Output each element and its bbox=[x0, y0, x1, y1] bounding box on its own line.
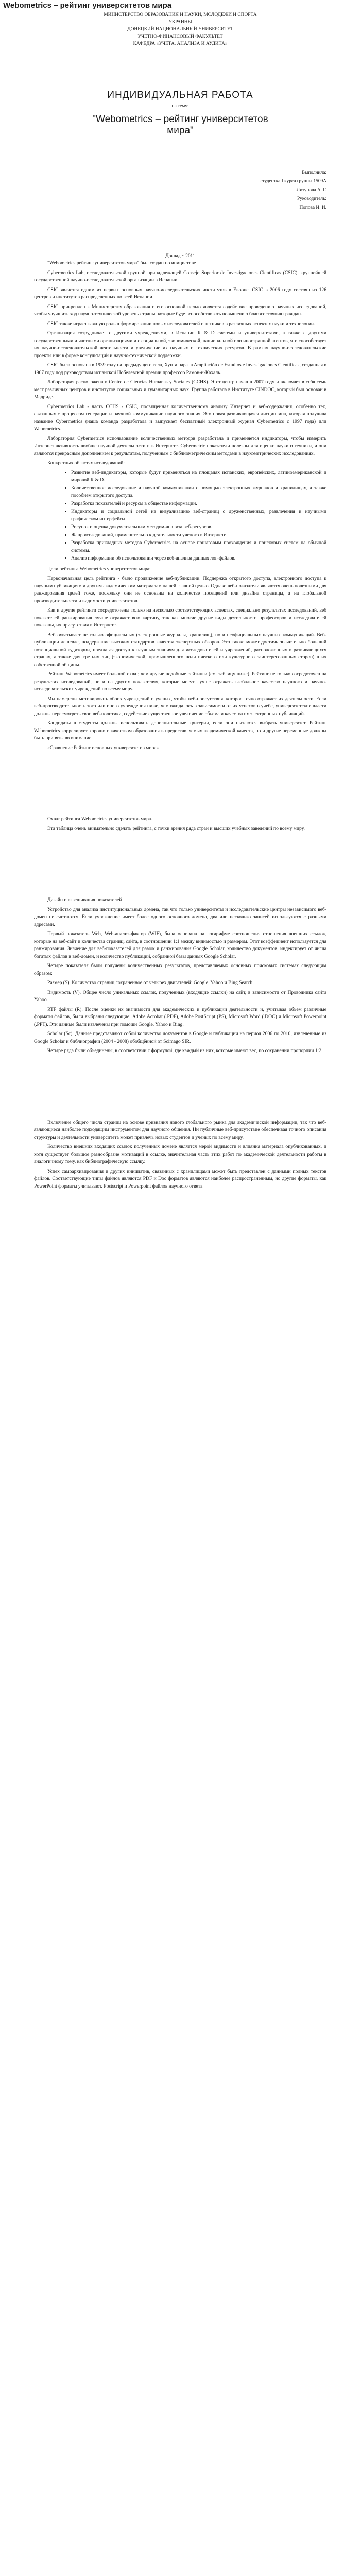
header-department: КАФЕДРА «УЧЕТА, АНАЛИЗА И АУДИТА» bbox=[133, 41, 228, 46]
paragraph: Включение общего числа страниц на основе признания нового глобального рынка для академической информации, так что веб-являющиеся наиболее подходящим инструментом для научного общения. Ни публичные веб-присутствие обеспечивая точного описания структуры и деятельности университета может привлечь новых студентов и ученых по всему миру. bbox=[34, 1119, 326, 1140]
header-country: УКРАИНЫ bbox=[168, 20, 192, 25]
paragraph: Первый показатель Web, Web-анализ-фактор (WIF), была основана на логарифме соотношения отношения внешних ссылок, которые на веб-сайт и количества страниц, сайта, в соотношении 1:1 между видимостью и размером. Этот коэффициент используется для ранжирования. Значение для веб-показателей для рамок и ранжирования Google Scholar, количество документов, индексирует от числа богатых файлов в веб-домен, и количество публикаций, собранной базы данных Google Scholar. bbox=[34, 931, 326, 959]
table-placeholder-gap bbox=[34, 835, 326, 896]
paragraph: Scholar (Sc). Данные представляют собой количество документов в Google и публикации на период 2006 по 2010, извлеченные из Google Scholar и библиографии (2004 - 2008) обобщённой от Scimago SIR. bbox=[34, 1031, 326, 1044]
paragraph: Эта таблица очень внимательно сделать рейтинга, с точки зрения ряда стран и высших учебных заведений по всему миру. bbox=[47, 825, 305, 832]
header-ministry: МИНИСТЕРСТВО ОБРАЗОВАНИЯ И НАУКИ, МОЛОДЕЖИ И СПОРТА bbox=[104, 12, 257, 18]
list-item: • Разработка показателей и ресурсы в обществе информации. bbox=[71, 500, 326, 508]
list-item: • Жанр исследований, применительно к деятельности ученого в Интернете. bbox=[71, 532, 326, 539]
supervisor-name: Попова И. И. bbox=[299, 205, 326, 210]
paragraph: Организация сотрудничает с другими учреждениями, в Испании R & D системы и университетами, а также с другими государственными и частными организациями и с социальной, экономической, национальной или иностранной агентов, что способствует их научно-исследовательской деятельности и увеличение их научных и технических ресурсов. В рамках научно-исследовательские проекты или в форме консультаций и научно-технической поддержки. bbox=[34, 330, 326, 359]
page-title: Webometrics – рейтинг университетов мира bbox=[3, 1, 172, 10]
list-item: • Разработка прикладных методов Cybermetrics на основе пошаговым прохождения и поисковых систем на обычной системы. bbox=[71, 539, 326, 554]
institution-header bbox=[34, 11, 326, 47]
student-info: студентка I курса группы 1509А bbox=[260, 179, 326, 184]
cover-subtitle: на тему: bbox=[171, 103, 189, 109]
report-year: Доклад ~ 2011 bbox=[165, 253, 195, 259]
paragraph: RTF файлы (R). После оценки их значимости для академических и публикации деятельности и, учитывая объем различные форматы файлов, были выбраны следующие: Adobe Acrobat (.PDF), Adobe PostScript (PS), Microsoft Word (.DOC) и Microsoft Powerpoint (.PPT). Эти данные были извлечены при помощи Google, Yahoo и Bing. bbox=[34, 1006, 326, 1027]
section-heading: Дизайн и взвешивания показателей bbox=[47, 897, 122, 903]
list-item: • Анализ информации об использовании через веб-анализа данных лог-файлов. bbox=[71, 555, 326, 563]
section-heading: «Сравнение Рейтинг основных университетов мира» bbox=[47, 744, 159, 751]
paragraph: Cybermetrics Lab - часть CCHS - CSIC, посвященная количественному анализу Интернет и веб-содержания, особенно тех, связанных с процессом генерации и научной коммуникации научного знания. Это новая развивающаяся дисциплина, которая получила название Cybermetrics (наша команда разработала и выпускает бесплатный электронный журнал Cybermetrics с 1997 года) или Webometrics. bbox=[34, 403, 326, 432]
paragraph: Веб охватывает не только официальных (электронные журналы, хранилищ), но и неофициальных научных коммуникаций. Веб-публикации дешевле, поддержание высоких стандартов качества экспертных обзоров. Это также может достичь значительно больший потенциальной аудитории, предлагая доступ к научным знаниям для исследователей и учреждений, расположенных в развивающихся странах, а также для третьих лиц (экономической, промышленного политического или культурного заинтересованных сторон) в их собственной общины. bbox=[34, 632, 326, 668]
done-label: Выполнила: bbox=[301, 170, 326, 175]
paragraph: Кандидаты в студенты должны использовать дополнительные критерии, если они пытаются выбрать университет. Рейтинг Webometrics коррелирует хорошо с качеством образования в предоставляемых академической качеств, но и другие переменные должны быть приняты во внимание. bbox=[34, 720, 326, 741]
paragraph: Четыре ряда были объединены, в соответствии с формулой, где каждый из них, которые имеют вес, по сохранении пропорции 1:2. bbox=[47, 1048, 323, 1054]
paragraph: Мы намерены мотивировать обоих учреждений и ученых, чтобы веб-присутствия, которое точно отражает их деятельности. Если веб-производительность того или иного учреждения ниже, чем ожидалось в зависимости от их успехов в учебе, университетские власти должны пересмотреть свои веб-политики, содействие существенное увеличение объема и качества их электронных публикаций. bbox=[34, 696, 326, 717]
paragraph: Лаборатория Cybermetrics использование количественных методов разработала и применяется индикаторы, чтобы измерить Интернет активность вообще научной деятельности и в Интернете. Cybermetric показатели полезны для оценки науки и техники, и они являются прекрасным дополнением к результатам, полученным с библиометрическим методами в наукометрических исследованиях. bbox=[34, 435, 326, 456]
paragraph: Рейтинг Webometrics имеет большой охват, чем другие подобные рейтинги (см. таблицу ниже). Рейтинг не только сосредоточен на результатах исследований, но и на других показателях, которые могут лучше отражать глобальное качество научного и научно-исследовательских учреждений по всему миру. bbox=[34, 671, 326, 692]
list-item: • Рисунок и оценка документальным методом-анализа веб-ресурсов. bbox=[71, 523, 326, 531]
paragraph: CSIC прикреплен к Министерству образования и его основной целью является содействие проведению научных исследований, чтобы улучшить ход научно-технической уровень страны, которые будет способствовать повышению благосостояния граждан. bbox=[34, 303, 326, 317]
paragraph: Количество внешних входящих ссылок полученных домене является мерой видимости и влияния материала опубликованных, и хотя существует большое разнообразие мотиваций в ссылке, значительная часть этих работ по академической деятельности работы в аналогичному тому, как библиографическую ссылку. bbox=[34, 1144, 326, 1164]
list-item: • Индикаторы и социальной сетей на визуализацию веб-страниц с друженственных, развлечения и научными графическом интерфейсы. bbox=[71, 508, 326, 523]
paragraph: Первоначальная цель рейтинга - было продвижение веб-публикации. Поддержка открытого доступа, электронного доступа к научным публикациям и другим академическим материалам нашей главной целью. Однако веб-показатели являются очень полезными для ранжирования целей тоже, поскольку они не основаны на количестве посещений или дизайна страницы, а на глобальной производительности и видимости университетов. bbox=[34, 575, 326, 604]
student-name: Лизунова А. Г. bbox=[296, 188, 326, 193]
list-item: • Количественное исследование и научной коммуникации с помощью электронных журналов и хранилищах, а также пособием открытого доступа. bbox=[71, 485, 326, 500]
paragraph: Видимость (V). Общее число уникальных ссылок, полученных (входящие ссылки) на сайт, в зависимости от Проводника сайта Yahoo. bbox=[34, 989, 326, 1003]
cover-topic bbox=[34, 114, 326, 137]
paragraph: Успех самоархивирования и других инициатив, связанных с хранилищами может быть представлен с данными полных текстов файлов. Соответствующие типы файлов являются PDF и Doc форматов являются наиболее распространенным, но другие форматы, как PowerPoint форматы учитывают. Postscript и Powerpoint файлов научного ответа bbox=[34, 1168, 326, 1189]
paragraph: Четыре показателя были получены количественных результатов, представляемых основных поисковых системах следующим образом: bbox=[34, 963, 326, 976]
section-heading: Цели рейтинга Webometrics университетов мира: bbox=[47, 566, 151, 572]
cover-topic-line: "Webometrics – рейтинг университетов bbox=[92, 114, 268, 125]
formula-placeholder-gap bbox=[34, 1057, 326, 1119]
signature-block bbox=[34, 168, 326, 212]
cover-title: ИНДИВИДУАЛЬНАЯ РАБОТА bbox=[107, 90, 253, 100]
paragraph: Устройство для анализа институциональных домена, так что только университеты и исследовательские центры независимого веб-домен не считаются. Если учреждение имеет более одного основного домена, два или несколько записей используются с разными адресами. bbox=[34, 906, 326, 927]
paragraph: CSIC является одним из первых основных научно-исследовательских институтов в Европе. CSIC в 2006 году состоял из 126 центров и институтов распределенных по всей Испании. bbox=[34, 286, 326, 300]
paragraph: Размер (S). Количество страниц сохраненное от четырех двигателей: Google, Yahoo и Bing Search. bbox=[47, 980, 254, 986]
list-item: • Развитие веб-индикаторы, которые будут применяться на площадях испанских, европейских, латиноамериканской и мировой R & D. bbox=[71, 469, 326, 484]
document-body bbox=[0, 11, 361, 1192]
paragraph: Cybermetrics Lab, исследовательской группой принадлежащей Consejo Superior de Investigaciones Cientificas (CSIC), крупнейшей государственной научно-исследовательской организации в Испании. bbox=[34, 269, 326, 283]
report-heading bbox=[34, 252, 326, 260]
header-university: ДОНЕЦКИЙ НАЦИОНАЛЬНЫЙ УНИВЕРСИТЕТ bbox=[127, 27, 233, 32]
paragraph: CSIC также играет важную роль в формировании новых исследователей и техников в различных аспектах науки и технологии. bbox=[47, 320, 315, 327]
table-placeholder-gap bbox=[34, 754, 326, 816]
cover-topic-line: мира" bbox=[167, 125, 194, 136]
paragraph: Конкретных областях исследований: bbox=[47, 460, 125, 466]
paragraph: CSIC была основана в 1939 году на предыдущего тела, Хунта пара la Ampliación de Estudios e Investigaciones Científicas, созданная в 1907 году под руководством испанской Нобелевской премии профессор Рамон-и-Кахаль. bbox=[34, 362, 326, 376]
paragraph: Лаборатория расположена в Centro de Ciencias Humanas y Sociales (CCHS). Этот центр начал в 2007 году и включает в себя семь мест различных центров и институтов социальных и гуманитарных наук. Группа работала в Институте CINDOC, который был основан в Мадриде. bbox=[34, 379, 326, 400]
paragraph: "Webometrics рейтинг университетов мира" был создан по инициативе bbox=[47, 260, 196, 266]
header-faculty: УЧЕТНО-ФИНАНСОВЫЙ ФАКУЛЬТЕТ bbox=[137, 34, 223, 39]
research-areas-list bbox=[34, 469, 326, 563]
paragraph: Как и другие рейтинги сосредоточены только на несколько соответствующих аспектах, специально результатах исследований, веб показателей ранжирования лучше отражает всю картину, так как многие другие виды деятельности профессоров и исследователей показаны, их присутствия в Интернете. bbox=[34, 607, 326, 628]
supervisor-label: Руководитель: bbox=[297, 196, 326, 201]
section-heading: Охват рейтинга Webometrics университетов мира. bbox=[47, 816, 152, 822]
